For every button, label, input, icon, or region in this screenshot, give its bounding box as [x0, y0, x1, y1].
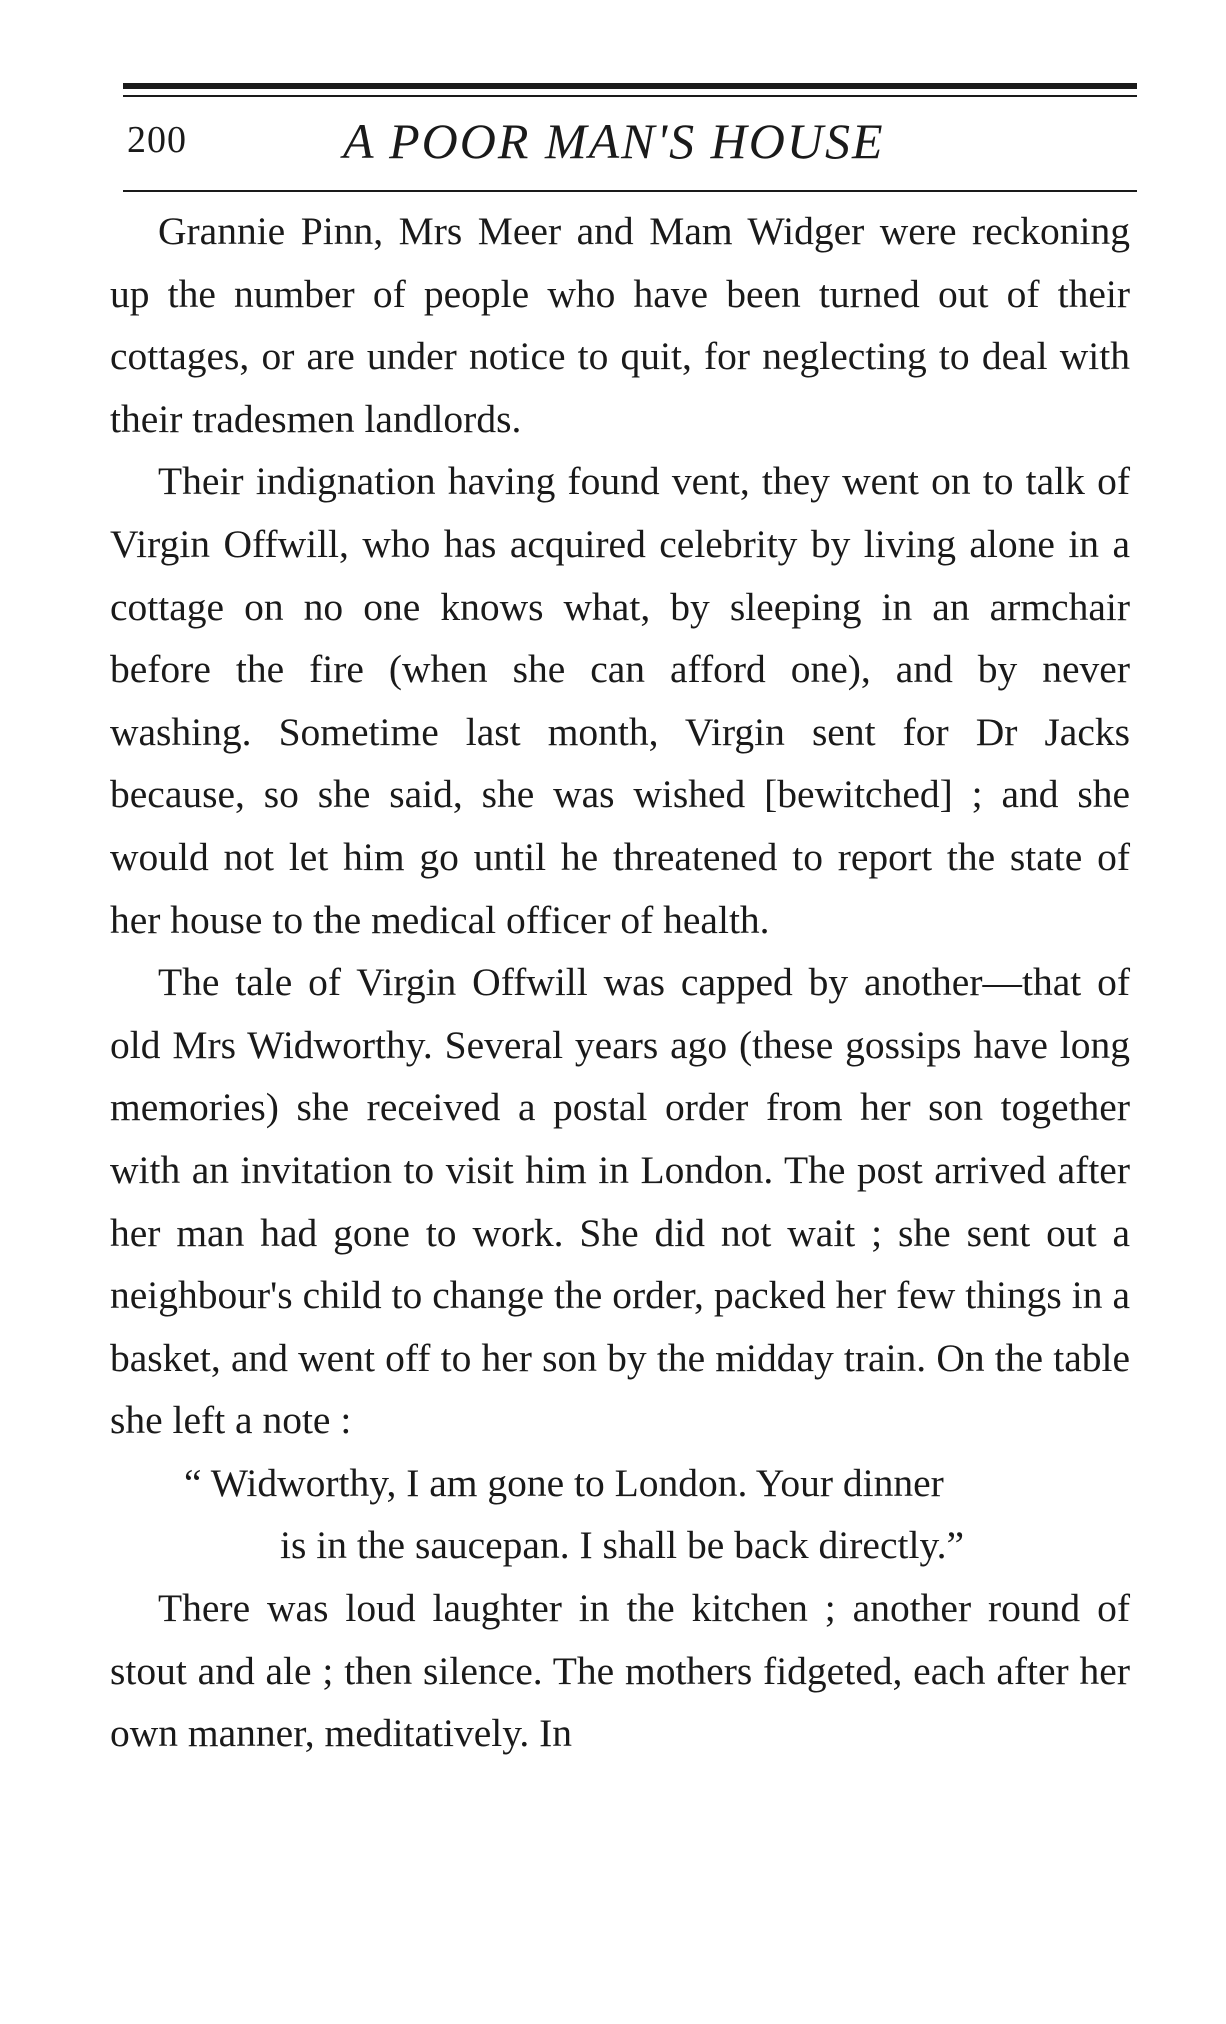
quote-line: is in the saucepan. I shall be back directly.” — [280, 1523, 965, 1568]
quote-line: “ Widworthy, I am gone to London. Your dinner — [184, 1460, 944, 1505]
header-rule-thin — [123, 95, 1137, 97]
paragraph: The tale of Virgin Offwill was capped by another—that of old Mrs Widworthy. Several years ago (these gossips have long memories) she received a postal order from her son together with an invitation to visit him in London. The post arrived after her man had gone to work. She did not wait ; she sent out a neighbour's child to change the order, packed her few things in a basket, and went off to her son by the midday train. On the table she left a note : — [110, 960, 1130, 1443]
running-header — [123, 112, 1137, 176]
header-underline — [123, 190, 1137, 192]
paragraph: Their indignation having found vent, they went on to talk of Virgin Offwill, who has acquired celebrity by living alone in a cottage on no one knows what, by sleeping in an armchair before the fire (when she can afford one), and by never washing. Sometime last month, Virgin sent for Dr Jacks because, so she said, she was wished [bewitched] ; and she would not let him go until he threatened to report the state of her house to the medical officer of health. — [110, 459, 1130, 942]
header-rule-thick — [123, 83, 1137, 89]
running-title: A POOR MAN'S HOUSE — [343, 113, 885, 169]
body-text — [110, 200, 1130, 1765]
quoted-note — [110, 1452, 1130, 1577]
paragraph: There was loud laughter in the kitchen ; another round of stout and ale ; then silence. The mothers fidgeted, each after her own manner, meditatively. In — [110, 1586, 1130, 1756]
paragraph: Grannie Pinn, Mrs Meer and Mam Widger were reckoning up the number of people who have been turned out of their cottages, or are under notice to quit, for neglecting to deal with their tradesmen landlords. — [110, 209, 1130, 441]
page-number: 200 — [127, 119, 187, 161]
